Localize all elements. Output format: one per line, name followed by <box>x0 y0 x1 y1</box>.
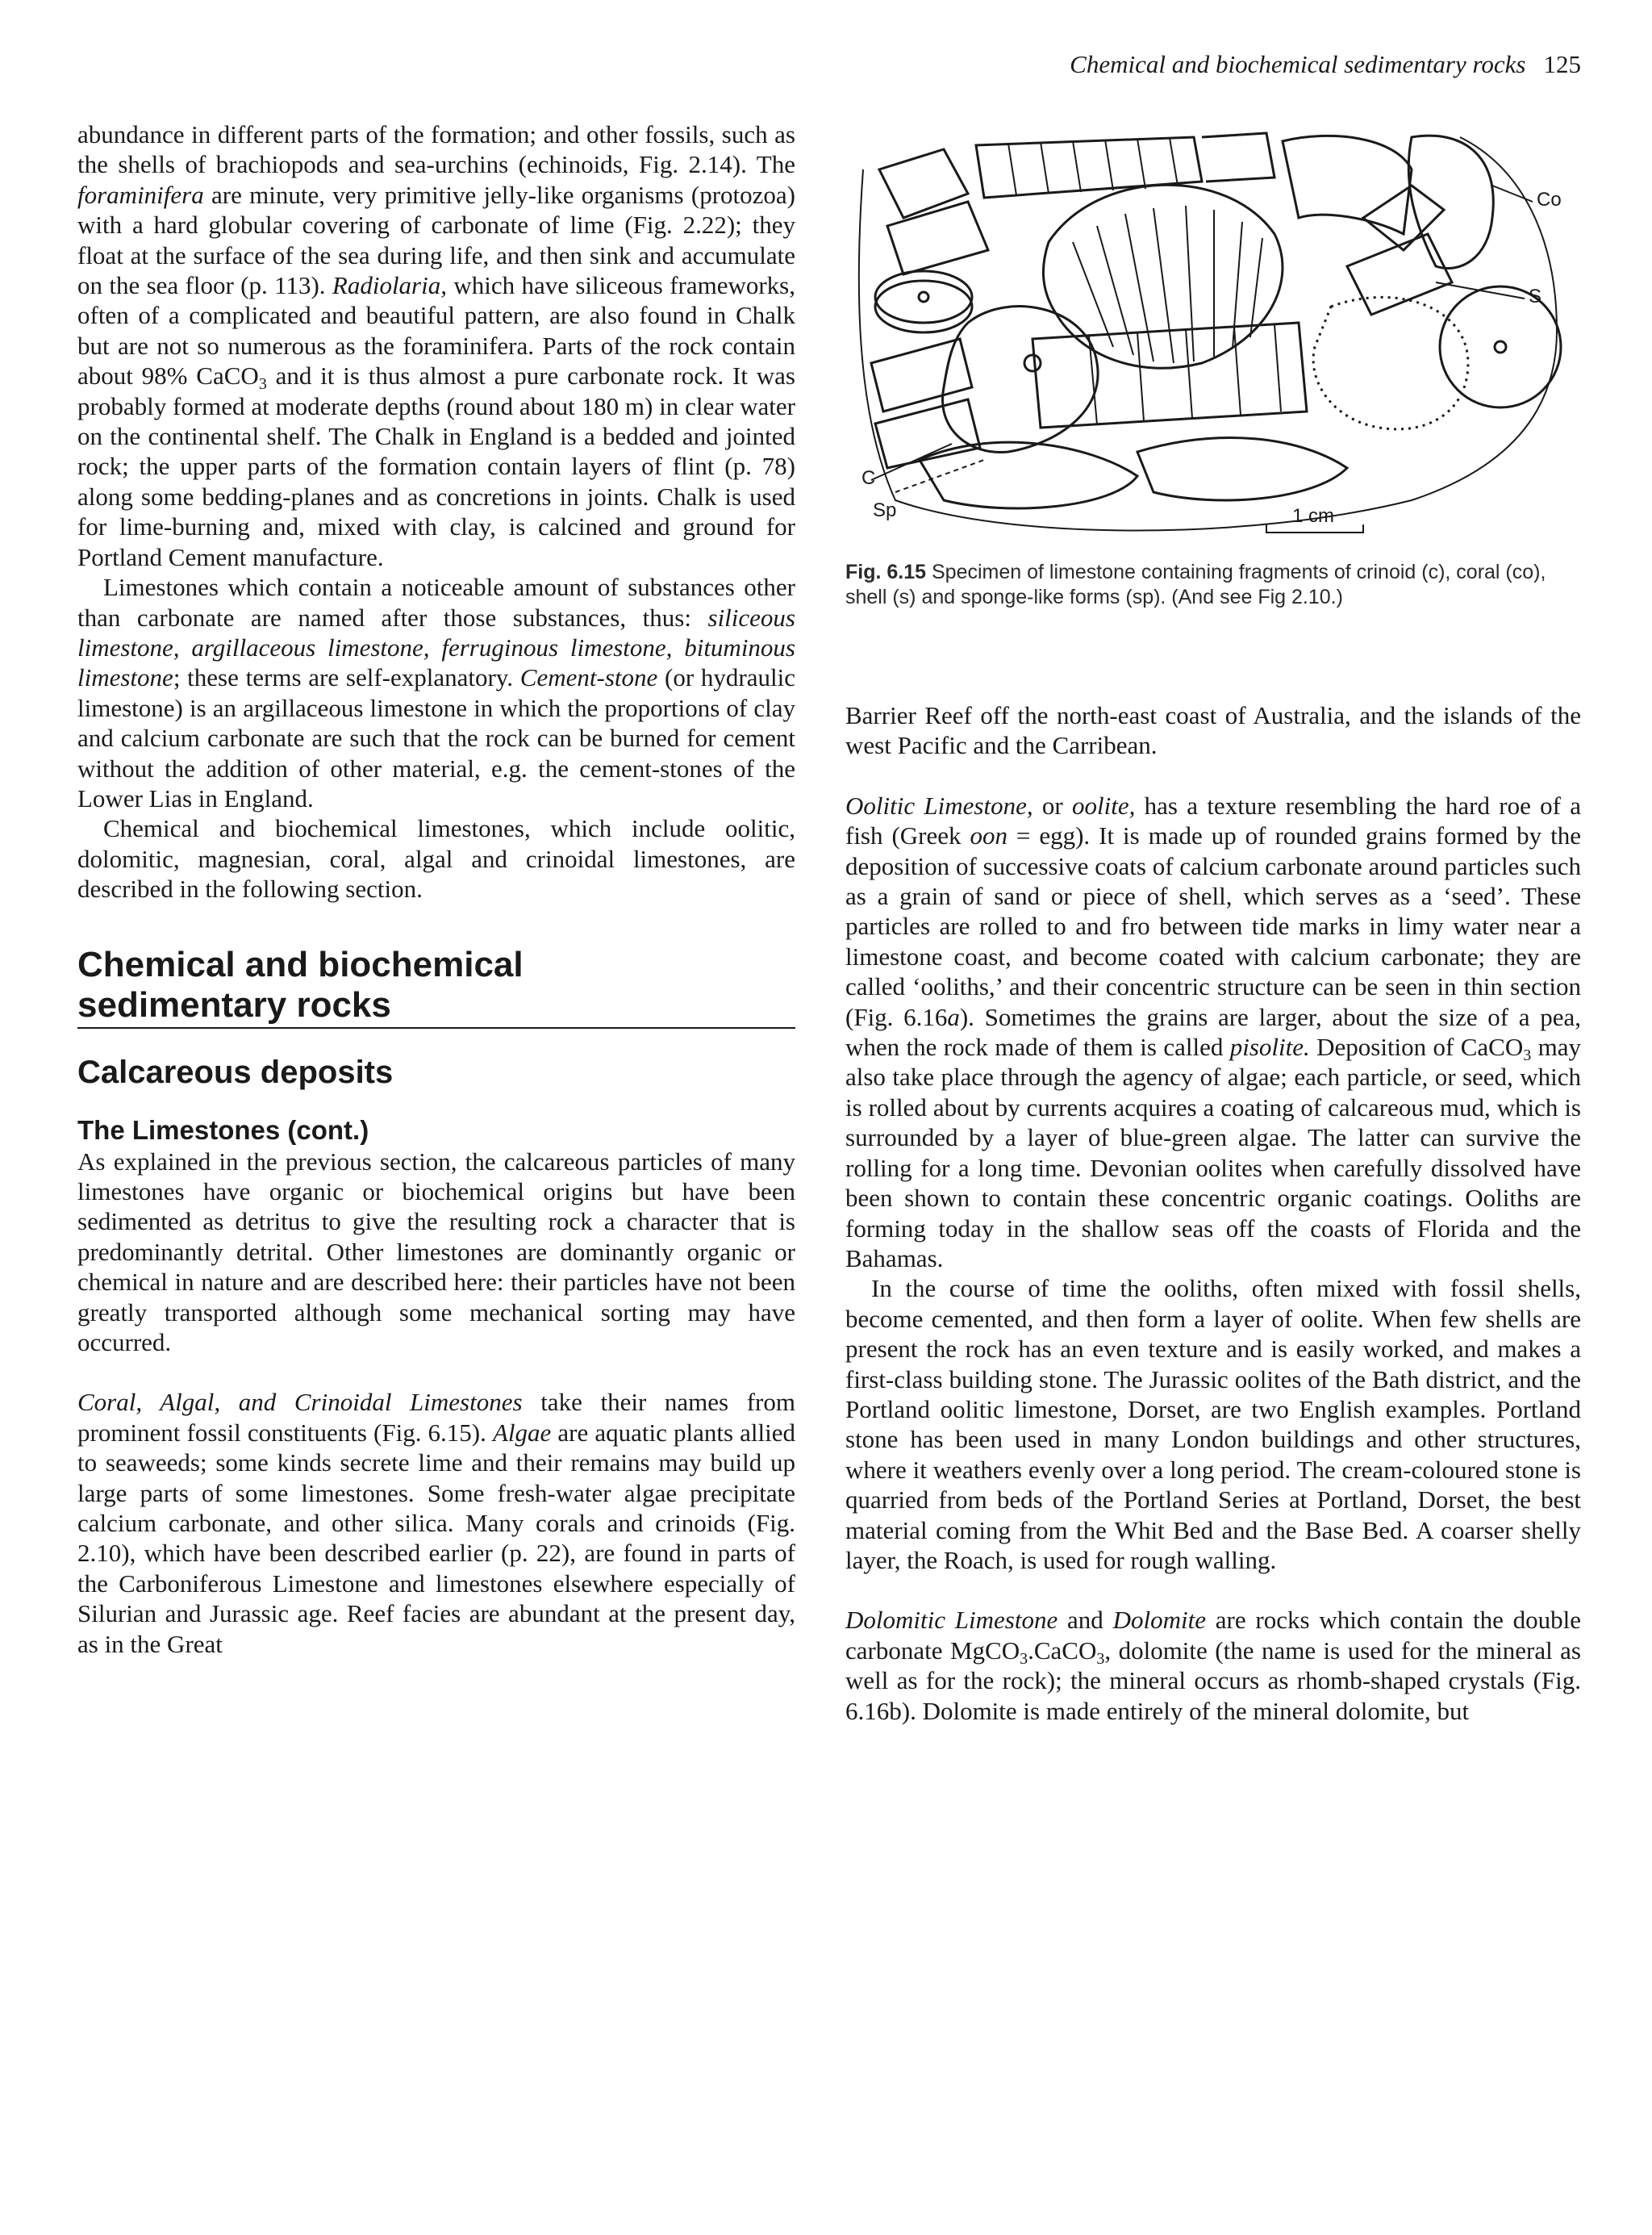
crinoid-disc <box>875 281 972 332</box>
limestone-drawing <box>847 121 1581 557</box>
crinoid-segment <box>887 202 988 274</box>
paragraph-coral-algal: Coral, Algal, and Crinoidal Limestones take their names from prominent fossil constituents (Fig. 6.15). Algae are aquatic plants allied to seaweeds; some kinds secrete lime and their remains may build up large parts of some limestones. Some fresh-water algae precipitate calcium carbonate, and other silica. Many corals and crinoids (Fig. 2.10), which have been described earlier (p. 22), are found in parts of the Carboniferous Limestone and limestones elsewhere especially of Silurian and Jurassic age. Reef facies are abundant at the present day, as in the Great <box>77 1388 795 1658</box>
label-co: Co <box>1537 189 1562 211</box>
crinoid-segment <box>879 149 968 218</box>
leader-co <box>1492 186 1533 202</box>
label-c: C <box>861 467 876 489</box>
crinoid-disc <box>1440 286 1561 407</box>
coral-column <box>976 137 1202 198</box>
paragraph-intro: As explained in the previous section, the calcareous particles of many limestones have organic or biochemical origins but have been sedimented as detritus to give the resulting rock a character that is predominantly detrital. Other limestones are dominantly organic or chemical in nature and are described here: their particles have not been greatly transported although some mechanical sorting may have occurred. <box>77 1147 795 1356</box>
right-column <box>845 700 1581 1726</box>
shell-fragment <box>1137 438 1347 500</box>
crinoid-canal <box>1495 341 1506 353</box>
paragraph-dolomitic: Dolomitic Limestone and Dolomite are rocks which contain the double carbonate MgCO$_3$.CaCO$_3$, dolomite (the name is used for the mineral as well as for the rock); the mineral occurs as rhomb-shaped crystals (Fig. 6.16b). Dolomite is made entirely of the mineral dolomite, but <box>845 1606 1581 1725</box>
figure-limestone-specimen <box>847 121 1581 557</box>
caption-text: Specimen of limestone containing fragments of crinoid (c), coral (co), shell (s) and sponge-like forms (sp). (And see Fig 2.10.) <box>845 561 1546 608</box>
paragraph-chemical-limestones: Chemical and biochemical limestones, which include oolitic, dolomitic, magnesian, coral, algal and crinoidal limestones, are described in the following section. <box>77 814 795 904</box>
heading-rule <box>77 1027 795 1029</box>
shell-ribs <box>1073 206 1262 363</box>
paragraph-chalk: abundance in different parts of the formation; and other fossils, such as the shells of brachiopods and sea-urchins (echinoids, Fig. 2.14). The foraminifera are minute, very primitive jelly-like organisms (protozoa) with a hard globular covering of carbonate of lime (Fig. 2.22); they float at the surface of the sea during life, and then sink and accumulate on the sea floor (p. 113). Radiolaria, which have siliceous frameworks, often of a complicated and beautiful pattern, are also found in Chalk but are not so numerous as the foraminifera. Parts of the rock contain about 98% CaCO$_3$ and it is thus almost a pure carbonate rock. It was probably formed at moderate depths (round about 180 m) in clear water on the continental shelf. The Chalk in England is a bedded and jointed rock; the upper parts of the formation contain layers of flint (p. 78) along some bedding-planes and as concretions in joints. Chalk is used for lime-burning and, mixed with clay, is calcined and ground for Portland Cement manufacture. <box>77 120 795 571</box>
minor-heading: The Limestones (cont.) <box>77 1114 369 1145</box>
coral-septa <box>1089 324 1281 424</box>
coral-column <box>1202 133 1274 182</box>
left-column <box>77 119 795 1659</box>
shell-fragment <box>920 442 1137 508</box>
scale-label: 1 cm <box>1292 505 1335 527</box>
label-s: S <box>1529 286 1542 307</box>
section-heading: Chemical and biochemical sedimentary rocks <box>77 944 524 1025</box>
running-head <box>928 50 1581 79</box>
shell-fragment <box>1408 136 1493 268</box>
page-number: 125 <box>1543 50 1581 78</box>
coral-column <box>1032 323 1307 428</box>
leader-s <box>1436 282 1525 299</box>
crinoid-segment <box>871 339 972 411</box>
running-title: Chemical and biochemical sedimentary rocks <box>1070 50 1526 78</box>
label-sp: Sp <box>873 499 897 521</box>
caption-number: Fig. 6.15 <box>845 561 927 583</box>
paragraph-impure-limestones: Limestones which contain a noticeable amount of substances other than carbonate are named after those substances, thus: siliceous limestone, argillaceous limestone, ferruginous limestone, bituminous limestone; these terms are self-explanatory. Cement-stone (or hydraulic limestone) is an argillaceous limestone in which the proportions of clay and calcium carbonate are such that the rock can be burned for cement without the addition of other material, e.g. the cement-stones of the Lower Lias in England. <box>77 573 796 813</box>
leader-sp <box>895 460 984 492</box>
sponge-pore <box>1024 355 1041 371</box>
sponge-fragment <box>1313 297 1468 428</box>
crinoid-disc <box>875 271 972 323</box>
figure-caption <box>845 560 1581 610</box>
sponge-fragment <box>942 307 1098 453</box>
coral-column <box>1283 136 1412 234</box>
crinoid-canal <box>919 292 928 302</box>
subsection-heading: Calcareous deposits <box>77 1054 394 1090</box>
crinoid-segment <box>1347 234 1452 315</box>
paragraph-oolitic: Oolitic Limestone, or oolite, has a texture resembling the hard roe of a fish (Greek oon = egg). It is made up of rounded grains formed by the deposition of successive coats of calcium carbonate around particles such as a grain of sand or piece of shell, which serves as a ‘seed’. These particles are rolled to and fro between tide marks in limy water near a limestone coast, and become coated with calcium carbonate; they are called ‘ooliths,’ and their concentric structure can be seen in thin section (Fig. 6.16a). Sometimes the grains are larger, about the size of a pea, when the rock made of them is called pisolite. Deposition of CaCO$_3$ may also take place through the agency of algae; each particle, or seed, which is rolled about by currents acquires a coating of calcareous mud, which is surrounded by a layer of blue-green algae. The latter can survive the rolling for a long time. Devonian oolites when carefully dissolved have been shown to contain these concentric organic coatings. Ooliths are forming today in the shallow seas off the coasts of Florida and the Bahamas. <box>845 791 1581 1272</box>
paragraph-ooliths-cemented: In the course of time the ooliths, often mixed with fossil shells, become cemented, and then form a layer of oolite. When few shells are present the rock has an even texture and is easily worked, and makes a first-class building stone. The Jurassic oolites of the Bath district, and the Portland oolitic limestone, Dorset, are two English examples. Portland stone has been used in many London buildings and other structures, where it weathers evenly over a long period. The cream-coloured stone is quarried from beds of the Portland Series at Portland, Dorset, the best material coming from the Whit Bed and the Base Bed. A coarser shelly layer, the Roach, is used for rough walling. <box>845 1274 1581 1574</box>
paragraph-barrier-reef: Barrier Reef off the north-east coast of Australia, and the islands of the west Pacific and the Carribean. <box>845 701 1581 760</box>
